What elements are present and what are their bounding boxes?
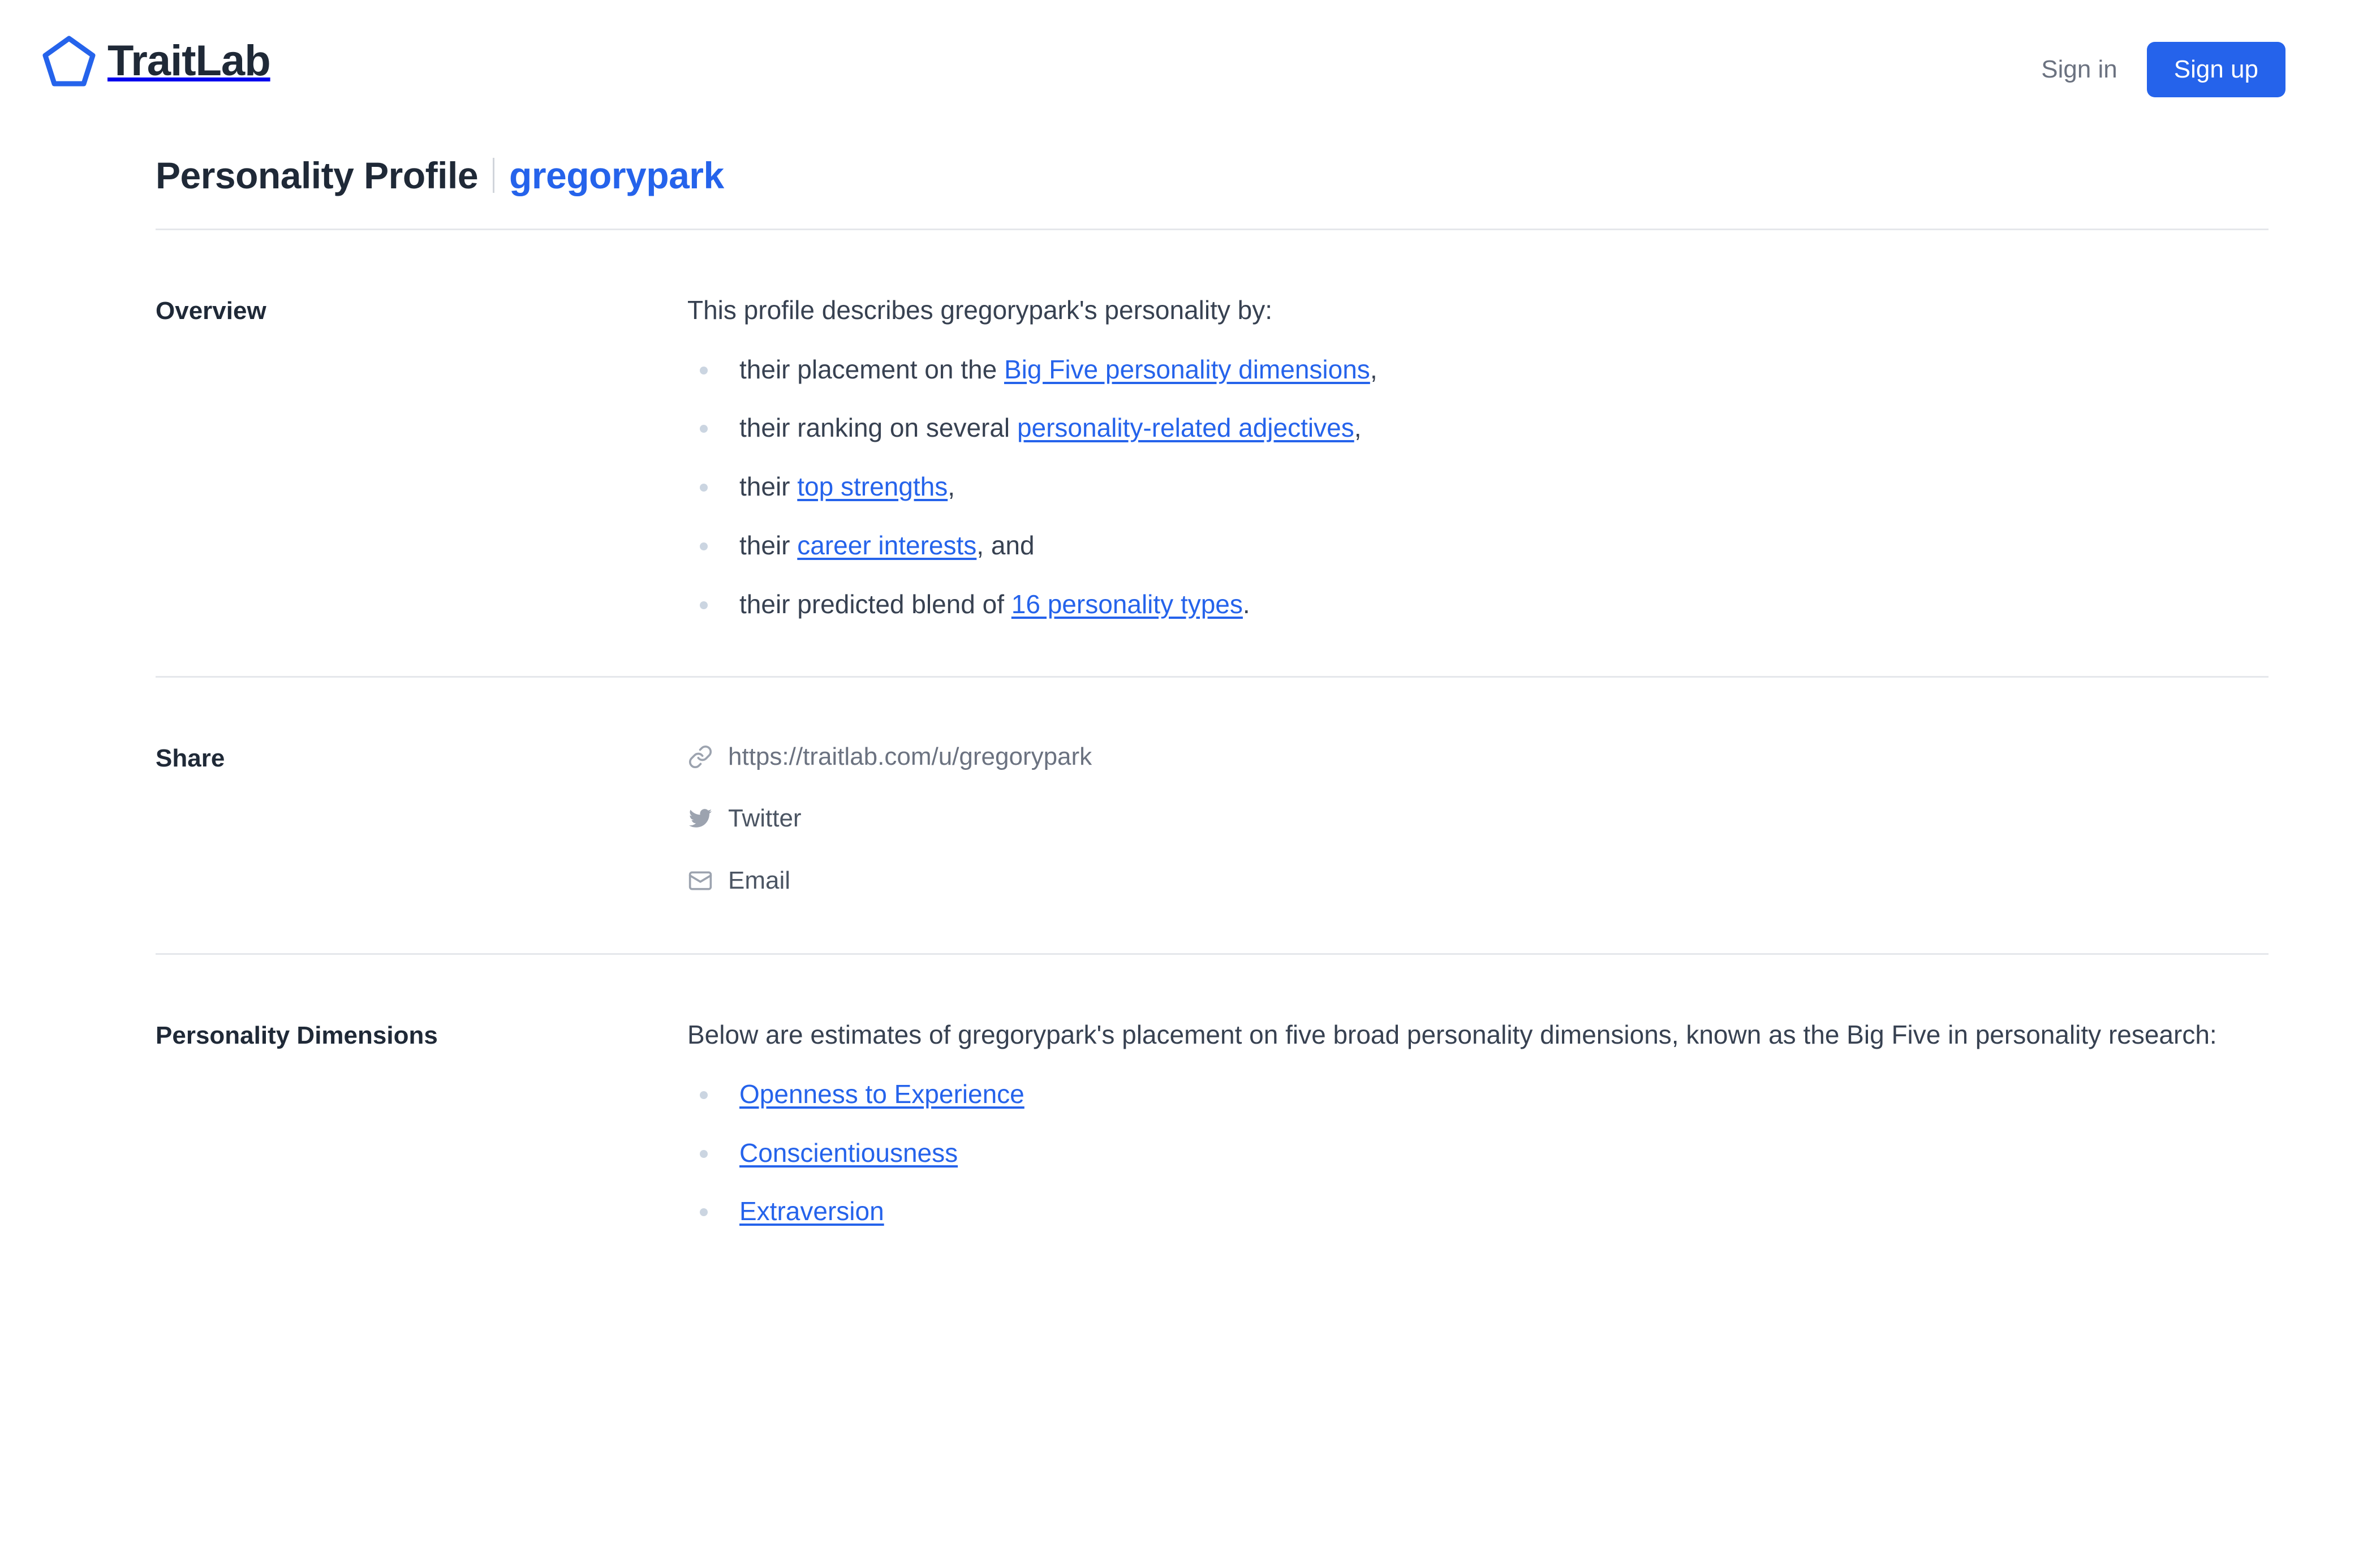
share-twitter-text: Twitter — [728, 804, 802, 833]
overview-item-suffix: , — [1370, 354, 1378, 384]
list-item — [687, 588, 2269, 622]
share-link-row[interactable] — [687, 739, 2269, 775]
openness-link[interactable]: Openness to Experience — [739, 1079, 1025, 1109]
overview-item-prefix: their predicted blend of — [739, 589, 1011, 619]
overview-body — [687, 291, 2269, 622]
site-header — [0, 0, 2376, 154]
share-twitter-row[interactable] — [687, 800, 2269, 837]
overview-item-prefix: their placement on the — [739, 354, 1004, 384]
overview-item-prefix: their — [739, 531, 798, 561]
overview-section — [156, 230, 2269, 676]
sign-up-button[interactable]: Sign up — [2147, 42, 2285, 97]
dimensions-body — [687, 1016, 2269, 1229]
profile-handle-link[interactable]: gregorypark — [509, 154, 724, 196]
overview-list — [687, 353, 2269, 622]
brand-home-link[interactable] — [40, 32, 270, 91]
header-actions — [2038, 42, 2285, 97]
title-divider — [493, 158, 494, 193]
dimensions-section — [156, 955, 2269, 1283]
share-email-row[interactable] — [687, 863, 2269, 899]
link-icon — [687, 744, 713, 770]
extraversion-link[interactable]: Extraversion — [739, 1196, 884, 1226]
list-item — [687, 353, 2269, 387]
conscientiousness-link[interactable]: Conscientiousness — [739, 1138, 958, 1168]
share-label: Share — [156, 744, 225, 772]
page-title-text: Personality Profile — [156, 154, 479, 196]
overview-item-suffix: , and — [976, 531, 1035, 561]
email-icon — [687, 868, 713, 894]
big-five-link[interactable]: Big Five personality dimensions — [1004, 354, 1370, 384]
list-item — [687, 411, 2269, 445]
overview-item-prefix: their — [739, 472, 798, 502]
overview-item-suffix: . — [1242, 589, 1250, 619]
twitter-icon — [687, 805, 713, 832]
adjectives-link[interactable]: personality-related adjectives — [1017, 413, 1354, 443]
dimensions-label: Personality Dimensions — [156, 1022, 438, 1050]
share-body — [687, 739, 2269, 899]
brand-name: TraitLab — [107, 37, 270, 85]
personality-types-link[interactable]: 16 personality types — [1011, 589, 1243, 619]
pentagon-logo-icon — [40, 32, 98, 91]
sign-in-link[interactable]: Sign in — [2041, 55, 2117, 83]
list-item — [687, 529, 2269, 563]
overview-item-prefix: their ranking on several — [739, 413, 1017, 443]
dimensions-list — [687, 1078, 2269, 1229]
overview-item-suffix: , — [948, 472, 955, 502]
overview-item-suffix: , — [1354, 413, 1362, 443]
page-content — [0, 154, 2376, 1283]
overview-label: Overview — [156, 297, 266, 325]
top-strengths-link[interactable]: top strengths — [797, 472, 948, 502]
share-url-text: https://traitlab.com/u/gregorypark — [728, 742, 1092, 770]
list-item — [687, 1195, 2269, 1229]
list-item — [687, 1136, 2269, 1170]
page-title — [156, 154, 2269, 229]
share-email-text: Email — [728, 867, 791, 895]
overview-intro: This profile describes gregorypark's personality by: — [687, 295, 1273, 325]
list-item — [687, 470, 2269, 504]
career-interests-link[interactable]: career interests — [797, 531, 977, 561]
share-section — [156, 678, 2269, 953]
dimensions-intro: Below are estimates of gregorypark's placement on five broad personality dimensions, known as the Big Five in personality research: — [687, 1020, 2217, 1050]
list-item — [687, 1078, 2269, 1112]
